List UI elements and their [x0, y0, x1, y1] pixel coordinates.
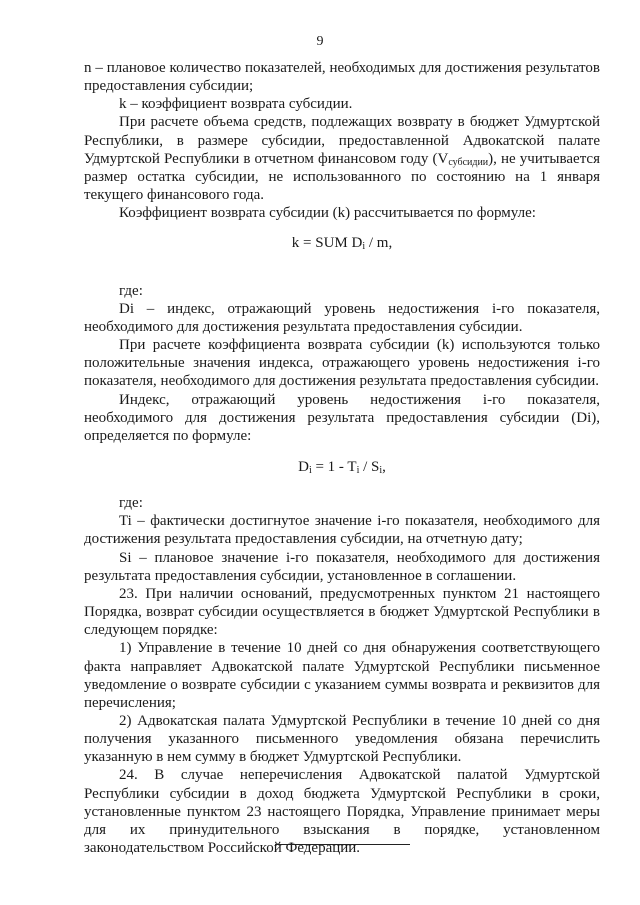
formula-k-subscript: i	[362, 241, 366, 253]
formula-d-part-3: / S	[359, 458, 380, 475]
paragraph-k-formula-intro: Коэффициент возврата субсидии (k) рассчитывается по формуле:	[119, 205, 536, 222]
paragraph-k-definition: k – коэффициент возврата субсидии.	[119, 96, 353, 113]
paragraph-si-definition: Si – плановое значение i-го показателя, необходимого для достижения результата предоставления субсидии, установленное в соглашении.	[84, 549, 600, 584]
subsidy-subscript: субсидии	[448, 156, 489, 168]
calc-volume-text-2: ), не учитывается размер остатка субсидии, не использованного по состоянию на 1 января текущего финансового года.	[84, 150, 600, 204]
paragraph-where-2: где:	[119, 495, 143, 512]
formula-d-part-1: D	[298, 458, 309, 475]
paragraph-ti-definition: Ti – фактически достигнутое значение i-го показателя, необходимого для достижения результата предоставления субсидии, на отчетную дату;	[84, 513, 600, 548]
paragraph-23-item-2: 2) Адвокатская палата Удмуртской Республики в течение 10 дней со дня получения указанного письменного уведомления обязана перечислить указанную в нем сумму в бюджет Удмуртской Республики.	[84, 713, 600, 766]
closing-rule	[275, 844, 410, 845]
formula-k	[84, 234, 600, 252]
formula-d-subscript-2: i	[356, 464, 360, 476]
formula-k-part-2: / m,	[365, 235, 393, 252]
formula-k-part-1: k = SUM D	[291, 235, 363, 252]
paragraph-index-intro: Индекс, отражающий уровень недостижения i-го показателя, необходимого для достижения результата предоставления субсидии (Di), определяется по формуле:	[84, 391, 600, 444]
page-number: 9	[316, 34, 324, 49]
paragraph-n-definition: n – плановое количество показателей, необходимых для достижения результатов предоставления субсидии;	[84, 60, 600, 95]
paragraph-k-positive: При расчете коэффициента возврата субсидии (k) используются только положительные значения индекса, отражающего уровень недостижения i-го показателя, необходимого для достижения результата предоставления субсидии.	[84, 337, 600, 390]
formula-d	[84, 458, 600, 476]
formula-d-subscript-1: i	[308, 464, 312, 476]
formula-d-part-2: = 1 - T	[311, 458, 357, 475]
calc-volume-text-1: При расчете объема средств, подлежащих возврату в бюджет Удмуртской Республики, в размере субсидии, предоставленной Адвокатской палате Удмуртской Республики в отчетном финансовом году (V	[84, 114, 600, 167]
paragraph-23: 23. При наличии оснований, предусмотренных пунктом 21 настоящего Порядка, возврат субсидии осуществляется в бюджет Удмуртской Республики в следующем порядке:	[84, 585, 600, 639]
paragraph-where-1: где:	[119, 282, 143, 299]
paragraph-24: 24. В случае неперечисления Адвокатской палатой Удмуртской Республики субсидии в доход бюджета Удмуртской Республики в сроки, установленные пунктом 23 настоящего Порядка, Управление принимает меры для их принудительного взыскания в порядке, установленном законодательством Российской Федерации.	[84, 767, 600, 857]
paragraph-calc-volume	[84, 113, 600, 204]
paragraph-di-definition: Di – индекс, отражающий уровень недостижения i-го показателя, необходимого для достижения результата предоставления субсидии.	[84, 300, 600, 335]
paragraph-23-item-1: 1) Управление в течение 10 дней со дня обнаружения соответствующего факта направляет Адвокатской палате Удмуртской Республики письменное уведомление о возврате субсидии с указанием суммы возврата и реквизитов для перечисления;	[84, 640, 600, 711]
document-body	[84, 59, 600, 857]
formula-d-subscript-3: i	[379, 464, 383, 476]
formula-d-part-4: ,	[382, 458, 386, 475]
